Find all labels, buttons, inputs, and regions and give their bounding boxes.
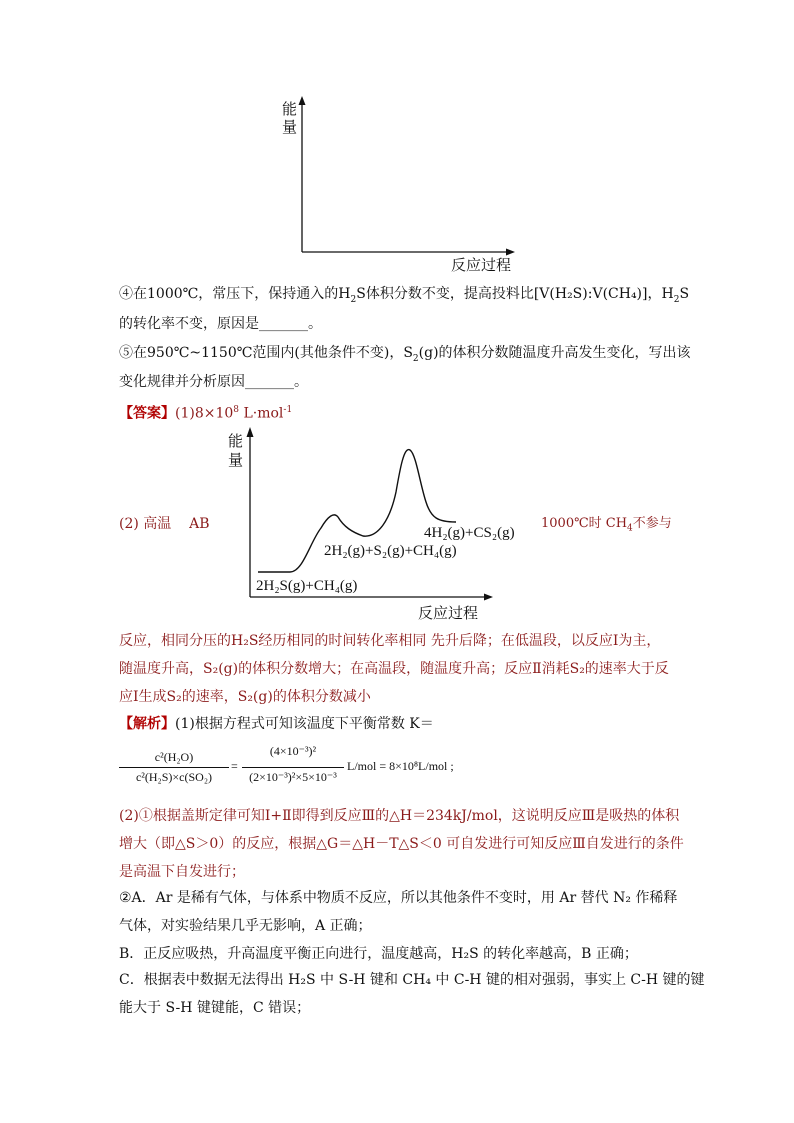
analysis-p3-2: 气体，对实验结果几乎无影响，A 正确；	[119, 918, 372, 934]
q4-text-d: S	[679, 286, 690, 302]
chart-ylabel-1: 能	[228, 432, 244, 450]
answer-part1-unit-exp: -1	[283, 405, 293, 415]
q5-text-a: ⑤在950℃~1150℃范围内(其他条件不变)，S	[119, 345, 413, 361]
q4-line-2: 的转化率不变，原因是_______。	[119, 316, 322, 332]
eq-bar-right	[242, 767, 344, 768]
eq-bar-left	[119, 767, 229, 768]
q4-ratio: [V(H₂S):V(CH₄)]	[533, 286, 648, 302]
answer-tag: 【答案】	[119, 405, 175, 422]
top-diagram-ylabel-1: 能	[282, 100, 298, 118]
answer-side-b: 不参与	[632, 516, 672, 531]
eq-num-left: c²(H₂O)	[154, 750, 194, 764]
eq-tail: L/mol = 8×10⁸L/mol ;	[347, 759, 454, 773]
answer-part2-choice: AB	[189, 516, 210, 532]
x-axis-arrow	[506, 249, 515, 256]
level-products: 4H₂(g)+CS₂(g)	[424, 525, 515, 541]
answer-part2-label: (2) 高温	[119, 516, 172, 532]
level-reactants: 2H₂S(g)+CH₄(g)	[256, 578, 358, 594]
answer-part1-exp: 8	[233, 405, 240, 415]
q5-line-2: 变化规律并分析原因_______。	[119, 374, 308, 390]
answer-part1: (1)8×10	[175, 405, 234, 422]
empty-energy-diagram	[290, 92, 520, 267]
answer-side-a: 1000℃时 CH	[541, 516, 628, 531]
level-intermediate: 2H₂(g)+S₂(g)+CH₄(g)	[324, 543, 457, 559]
answer-cont-1: 反应，相同分压的H₂S经历相同的时间转化率相同 先升后降；在低温段，以反应Ⅰ为主，	[119, 633, 661, 649]
y-axis-arrow	[299, 96, 306, 105]
q4-text-b: S体积分数不变，提高投料比	[356, 286, 534, 302]
eq-equals: =	[231, 759, 238, 773]
answer-side-text: 1000℃时 $CH_4$不参与	[541, 516, 672, 534]
analysis-p4-1: B．正反应吸热，升高温度平衡正向进行，温度越高，H₂S 的转化率越高，B 正确；	[119, 946, 638, 962]
analysis-p5-2: 能大于 S-H 键键能，C 错误；	[119, 1000, 311, 1016]
analysis-p5-1: C．根据表中数据无法得出 H₂S 中 S-H 键和 CH₄ 中 C-H 键的相对强弱，事实上 C-H 键的键	[119, 972, 705, 988]
q5-text-b: (g)的体积分数随温度升高发生变化，写出该	[418, 345, 691, 361]
q4-text-a: ④在1000℃，常压下，保持通入的H	[119, 286, 351, 302]
chart-x-axis-arrow	[484, 594, 493, 601]
eq-den-left: c²(H₂S)×c(SO₂)	[135, 770, 213, 784]
eq-den-right: (2×10⁻³)²×5×10⁻³	[249, 770, 337, 784]
q4-line-1: ④在1000℃，常压下，保持通入的$H_2S$体积分数不变，提高投料比[V(H₂S):V(CH₄)]，$H_2S$	[119, 286, 690, 305]
answer-cont-2: 随温度升高，S₂(g)的体积分数增大；在高温段，随温度升高；反应Ⅱ消耗S₂的速率大于反	[119, 661, 669, 677]
answer-part2	[119, 514, 210, 534]
analysis-p2-1: (2)①根据盖斯定律可知Ⅰ+Ⅱ即得到反应Ⅲ的△H＝234kJ/mol，这说明反应Ⅲ是吸热的体积	[119, 808, 680, 824]
analysis-p2-2: 增大（即△S＞0）的反应，根据△G＝△H－T△S＜0 可自发进行可知反应Ⅲ自发进行的条件	[119, 836, 684, 852]
top-diagram-ylabel-2: 量	[282, 118, 298, 136]
top-diagram-xlabel: 反应过程	[451, 256, 512, 274]
chart-ylabel-2: 量	[228, 451, 244, 469]
analysis-line-1	[119, 714, 434, 734]
analysis-text-1: (1)根据方程式可知该温度下平衡常数 K＝	[175, 716, 434, 732]
answer-part1-unit: L·mol	[239, 405, 284, 422]
chart-xlabel: 反应过程	[418, 604, 479, 622]
analysis-tag: 【解析】	[119, 716, 175, 732]
analysis-p2-3: 是高温下自发进行；	[119, 864, 245, 880]
analysis-p3-1: ②A．Ar 是稀有气体，与体系中物质不反应，所以其他条件不变时，用 Ar 替代 N₂ 作稀释	[119, 890, 678, 906]
q4-text-c: ，H	[647, 286, 674, 302]
q5-line-1: ⑤在950℃~1150℃范围内(其他条件不变)，$S_2(g)$的体积分数随温度升高发生变化，写出该	[119, 345, 691, 364]
answer-line	[119, 400, 292, 424]
chart-y-axis-arrow	[247, 427, 254, 437]
eq-num-right: (4×10⁻³)²	[269, 744, 317, 758]
answer-cont-3: 应Ⅰ生成S₂的速率，S₂(g)的体积分数减小	[119, 689, 371, 705]
energy-profile-chart	[238, 424, 498, 604]
